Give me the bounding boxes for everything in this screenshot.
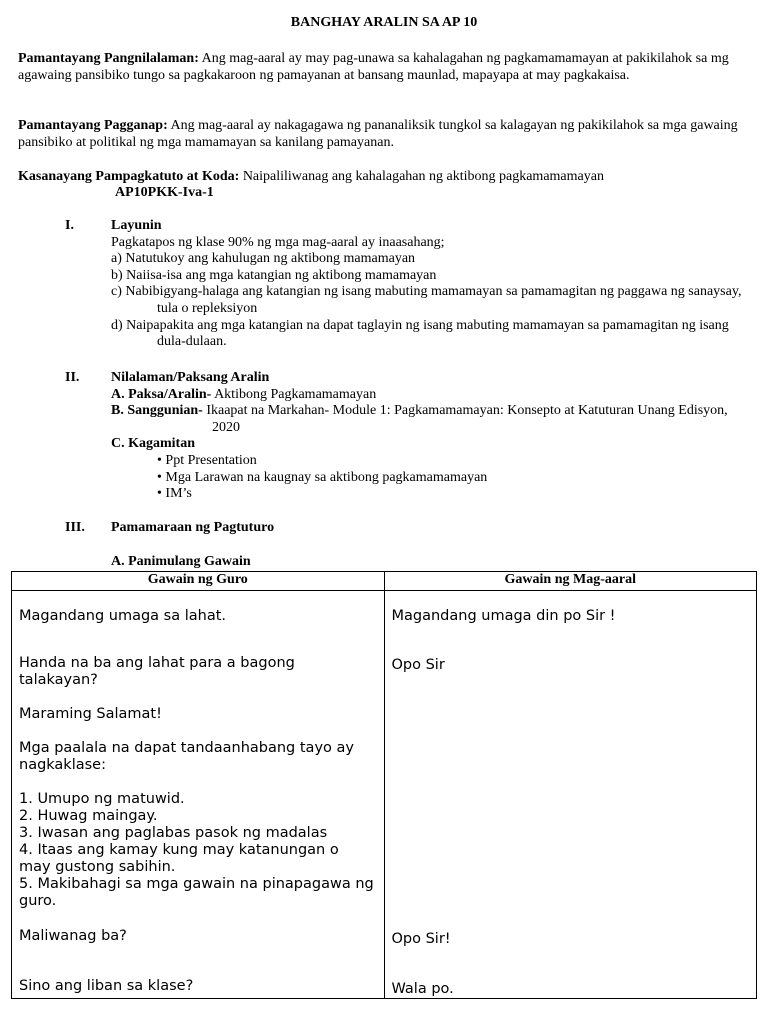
kagamitan-item: • IM’s bbox=[157, 486, 192, 502]
magaaral-opo-2: Opo Sir! bbox=[391, 931, 451, 947]
sanggunian-text: Ikaapat na Markahan- Module 1: Pagkamamamayan: Konsepto at Katuturan Unang Edisyon, 2020 bbox=[202, 403, 728, 435]
objective-d: d) Naipapakita ang mga katangian na dapat taglayin ng isang mabuting mamamayan sa pamamagitan ng isang dula-dulaan. bbox=[111, 317, 729, 350]
kasanayan bbox=[18, 169, 740, 186]
objective-b: b) Naiisa-isa ang mga katangian ng aktibong mamamayan bbox=[111, 267, 437, 283]
magaaral-cell bbox=[384, 591, 757, 999]
guro-liban: Sino ang liban sa klase? bbox=[19, 978, 194, 994]
section-3-number: III. bbox=[65, 520, 85, 535]
guro-paalala: Mga paalala na dapat tandaanhabang tayo ay nagkaklase: bbox=[19, 740, 354, 773]
guro-salamat: Maraming Salamat! bbox=[19, 706, 162, 722]
table-header-row bbox=[12, 572, 757, 591]
kagamitan-list bbox=[157, 453, 487, 503]
section-2 bbox=[111, 370, 751, 453]
paksa-text: Aktibong Pagkamamamayan bbox=[211, 386, 377, 402]
kasanayan-code: AP10PKK-Iva-1 bbox=[115, 185, 214, 200]
section-1-heading: Layunin bbox=[111, 218, 162, 233]
sanggunian-line bbox=[111, 403, 751, 436]
header-gawain-magaaral: Gawain ng Mag-aaral bbox=[384, 572, 757, 591]
guro-handa: Handa na ba ang lahat para a bagong talakayan? bbox=[19, 655, 295, 688]
objective-c: c) Nabibigyang-halaga ang katangian ng isang mabuting mamamayan sa pamamagitan ng paggawa ng sanaysay, tula o repleksiyon bbox=[111, 284, 742, 316]
section-1-number: I. bbox=[65, 218, 74, 233]
document-title: BANGHAY ARALIN SA AP 10 bbox=[290, 15, 478, 30]
pamantayang-pangnilalaman bbox=[18, 51, 740, 84]
objective-a: a) Natutukoy ang kahulugan ng aktibong mamamayan bbox=[111, 251, 416, 267]
section-1 bbox=[111, 218, 751, 351]
section-3-heading: Pamamaraan ng Pagtuturo bbox=[111, 520, 275, 535]
kagamitan-item: • Mga Larawan na kaugnay sa aktibong pagkamamamayan bbox=[157, 469, 488, 485]
section-1-intro: Pagkatapos ng klase 90% ng mga mag-aaral ay inaasahang; bbox=[111, 234, 445, 250]
paksa-label: A. Paksa/Aralin- bbox=[111, 386, 212, 402]
magaaral-wala: Wala po. bbox=[391, 981, 454, 997]
pamantayang-pagganap bbox=[18, 118, 740, 151]
guro-rules-list: 1. Umupo ng matuwid. 2. Huwag maingay. 3. Iwasan ang paglabas pasok ng madalas 4. Itaas ang kamay kung may katanungan o may gustong sabihin. 5. Makibahagi sa mga gawain na pinapagawa ng guro. bbox=[19, 791, 374, 909]
paksa-line bbox=[111, 387, 751, 404]
section-2-heading: Nilalaman/Paksang Aralin bbox=[111, 370, 270, 385]
section-3-sub: A. Panimulang Gawain bbox=[111, 554, 251, 569]
activity-table bbox=[11, 571, 757, 999]
section-2-number: II. bbox=[65, 370, 80, 385]
kagamitan-label: C. Kagamitan bbox=[111, 436, 195, 452]
kasanayan-label: Kasanayang Pampagkatuto at Koda: bbox=[18, 169, 240, 184]
header-gawain-guro: Gawain ng Guro bbox=[12, 572, 385, 591]
guro-maliwanag: Maliwanag ba? bbox=[19, 928, 127, 944]
magaaral-opo: Opo Sir bbox=[391, 657, 445, 673]
pamantayang-pagganap-label: Pamantayang Pagganap: bbox=[18, 118, 168, 133]
sanggunian-label: B. Sanggunian- bbox=[111, 403, 203, 419]
magaaral-greeting: Magandang umaga din po Sir ! bbox=[391, 608, 616, 624]
pamantayang-pangnilalaman-label: Pamantayang Pangnilalaman: bbox=[18, 51, 199, 66]
table-row bbox=[12, 591, 757, 999]
guro-greeting: Magandang umaga sa lahat. bbox=[19, 608, 227, 624]
kasanayan-text: Naipaliliwanag ang kahalagahan ng aktibong pagkamamamayan bbox=[239, 169, 604, 184]
kagamitan-item: • Ppt Presentation bbox=[157, 453, 257, 468]
guro-cell bbox=[12, 591, 385, 999]
pamantayang-pagganap-text: Ang mag-aaral ay nakagagawa ng pananaliksik tungkol sa kalagayan ng pakikilahok sa mga gawaing pansibiko at politikal ng mga mamamayan sa kanilang pamayanan. bbox=[18, 118, 738, 150]
pamantayang-pangnilalaman-text: Ang mag-aaral ay may pag-unawa sa kahalagahan ng pagkamamamayan at pakikilahok sa mg agawaing pansibiko tungo sa pagkakaroon ng pamayanan at bansang maunlad, mapayapa at may pagkakaisa. bbox=[18, 51, 729, 83]
